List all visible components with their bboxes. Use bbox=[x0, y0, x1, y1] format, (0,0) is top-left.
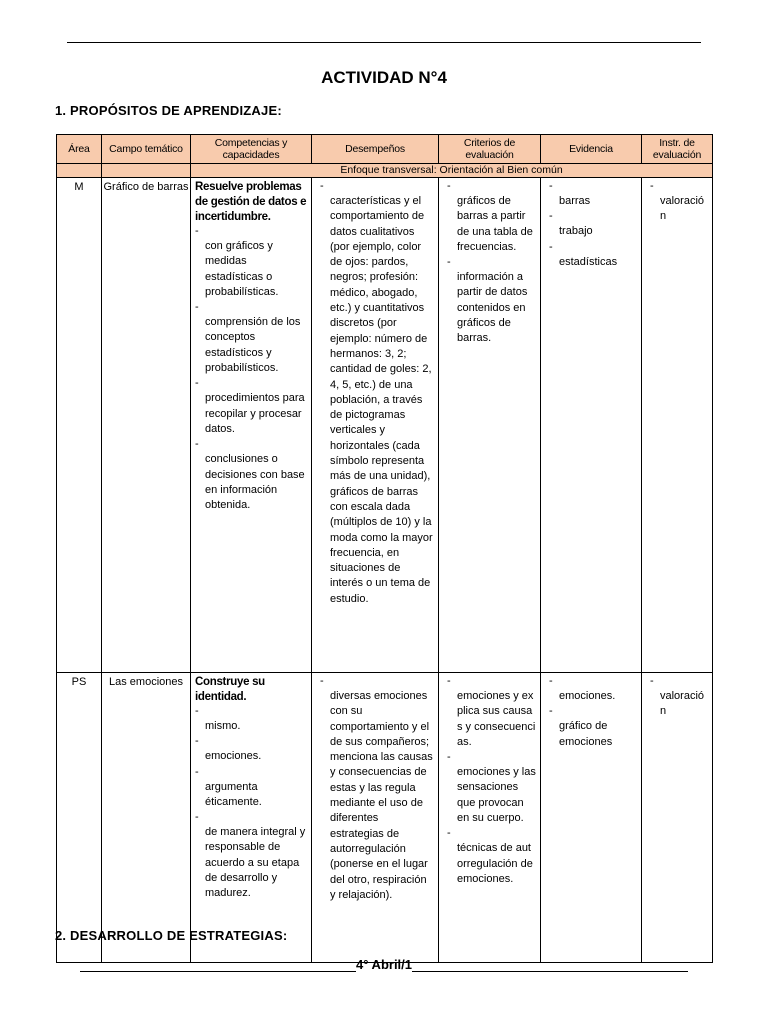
section-heading-estrategias: 2. DESARROLLO DE ESTRATEGIAS: bbox=[55, 928, 288, 943]
evidencia-item: trabajo bbox=[559, 225, 593, 238]
criterio-item: emociones y explica sus causas y consecuencias. bbox=[457, 690, 536, 748]
enfoque-row bbox=[57, 164, 713, 178]
section-heading-propositos: 1. PROPÓSITOS DE APRENDIZAJE: bbox=[55, 103, 282, 118]
criterio-item: gráficos de barras a partir de una tabla de frecuencias. bbox=[457, 195, 533, 253]
table-header-row bbox=[57, 135, 713, 164]
header-instr: Instr. de evaluación bbox=[642, 135, 713, 164]
criterio-item: información a partir de datos contenidos en gráficos de barras. bbox=[457, 271, 528, 345]
header-competencias: Competencias y capacidades bbox=[191, 135, 312, 164]
row-competencias: Resuelve problemas de gestión de datos e incertidumbre. - con gráficos y medidas estadísticas o probabilísticas. - comprensión de los conceptos estadísticos y probabilísticos. - procedimientos para recopilar y procesar datos. - conclusiones o decisiones con base en información obtenida. bbox=[191, 178, 312, 673]
evidencia-item: emociones. bbox=[559, 690, 616, 702]
row-evidencia: - emociones. - gráfico de emociones bbox=[541, 673, 642, 963]
competency-item: procedimientos para recopilar y procesar datos. bbox=[205, 392, 305, 435]
footer-date: 4° Abril/1 bbox=[356, 957, 413, 972]
desempeno-text: diversas emociones con su comportamiento y el de sus compañeros; menciona las causas y consecuencias de estas y las regula mediante el uso de diferentes estrategias de autorregulación (ponerse en el lugar del otro, respiración y relajación). bbox=[330, 690, 433, 901]
row-campo: Las emociones bbox=[102, 673, 191, 963]
row-competencias: Construye su identidad. - mismo. - emociones. - argumenta éticamente. - de manera integral y responsable de acuerdo a su etapa de desarrollo y madurez. bbox=[191, 673, 312, 963]
evidencia-item: barras bbox=[559, 195, 591, 207]
criterio-item: técnicas de autorregulación de emociones. bbox=[457, 842, 533, 885]
header-area: Área bbox=[57, 135, 102, 164]
competency-item: conclusiones o decisiones con base en información obtenida. bbox=[205, 453, 305, 512]
footer-rule-right bbox=[412, 959, 688, 972]
competency-item: argumenta éticamente. bbox=[205, 780, 262, 808]
row-criterios: - gráficos de barras a partir de una tabla de frecuencias. - información a partir de datos contenidos en gráficos de barras. bbox=[439, 178, 541, 673]
top-rule bbox=[67, 42, 701, 43]
footer-rule-left bbox=[80, 959, 356, 972]
row-campo: Gráfico de barras bbox=[102, 178, 191, 673]
header-desempenos: Desempeños bbox=[312, 135, 439, 164]
competency-item: con gráficos y medidas estadísticas o probabilísticas. bbox=[205, 240, 279, 298]
row-area: M bbox=[57, 178, 102, 673]
row-area: PS bbox=[57, 673, 102, 963]
competency-title: Construye su identidad. bbox=[195, 676, 265, 703]
footer-date-line bbox=[80, 957, 688, 972]
table-row bbox=[57, 178, 713, 673]
row-desempenos: - características y el comportamiento de datos cualitativos (por ejemplo, color de ojos: pardos, negros; profesión: médico, abogado, etc.) y cuantitativos discretos (por ejemplo: número de hermanos: 3, 2; cantidad de goles: 2, 4, 5, etc.) de una población, a través de pictogramas verticales y horizontales (cada símbolo representa más de una unidad), gráficos de barras con escala dada (múltiplos de 10) y la moda como la mayor frecuencia, en situaciones de interés o un tema de estudio. bbox=[312, 178, 439, 673]
page-title: ACTIVIDAD N°4 bbox=[321, 68, 447, 87]
row-criterios: - emociones y explica sus causas y consecuencias. - emociones y las sensaciones que provocan en su cuerpo. - técnicas de autorregulación de emociones. bbox=[439, 673, 541, 963]
row-instr: - valoración bbox=[642, 178, 713, 673]
row-desempenos: - diversas emociones con su comportamiento y el de sus compañeros; menciona las causas y consecuencias de estas y las regula mediante el uso de diferentes estrategias de autorregulación (ponerse en el lugar del otro, respiración y relajación). bbox=[312, 673, 439, 963]
row-instr: - valoración bbox=[642, 673, 713, 963]
header-evidencia: Evidencia bbox=[541, 135, 642, 164]
evidencia-item: estadísticas bbox=[559, 255, 618, 268]
instr-text: valoración bbox=[660, 195, 705, 223]
instr-text: valoración bbox=[660, 690, 705, 718]
header-criterios: Criterios de evaluación bbox=[439, 135, 541, 164]
enfoque-transversal: Enfoque transversal: Orientación al Bien común bbox=[191, 164, 713, 178]
table-row bbox=[57, 673, 713, 963]
desempeno-text: características y el comportamiento de datos cualitativos (por ejemplo, color de ojos: pardos, negros; profesión: médico, abogado, etc.) y cuantitativos discretos (por ejemplo: número de hermanos: 3, 2; cantidad de goles: 2, 4, 5, etc.) de una población, a través de pictogramas verticales y horizontales (cada símbolo representa más de una unidad), gráficos de barras con escala dada (múltiplos de 10) y la moda como la mayor frecuencia, en situaciones de interés o un tema de estudio. bbox=[330, 195, 433, 605]
competency-title: Resuelve problemas de gestión de datos e incertidumbre. bbox=[195, 181, 307, 223]
criterio-item: emociones y las sensaciones que provocan en su cuerpo. bbox=[457, 766, 536, 825]
row-evidencia: - barras - trabajo - estadísticas bbox=[541, 178, 642, 673]
competency-item: emociones. bbox=[205, 750, 262, 763]
competency-item: mismo. bbox=[205, 720, 241, 732]
header-campo: Campo temático bbox=[102, 135, 191, 164]
competency-item: de manera integral y responsable de acuerdo a su etapa de desarrollo y madurez. bbox=[205, 826, 306, 900]
evidencia-item: gráfico de emociones bbox=[559, 720, 613, 748]
learning-purposes-table bbox=[56, 134, 713, 963]
competency-item: comprensión de los conceptos estadísticos y probabilísticos. bbox=[205, 316, 301, 375]
